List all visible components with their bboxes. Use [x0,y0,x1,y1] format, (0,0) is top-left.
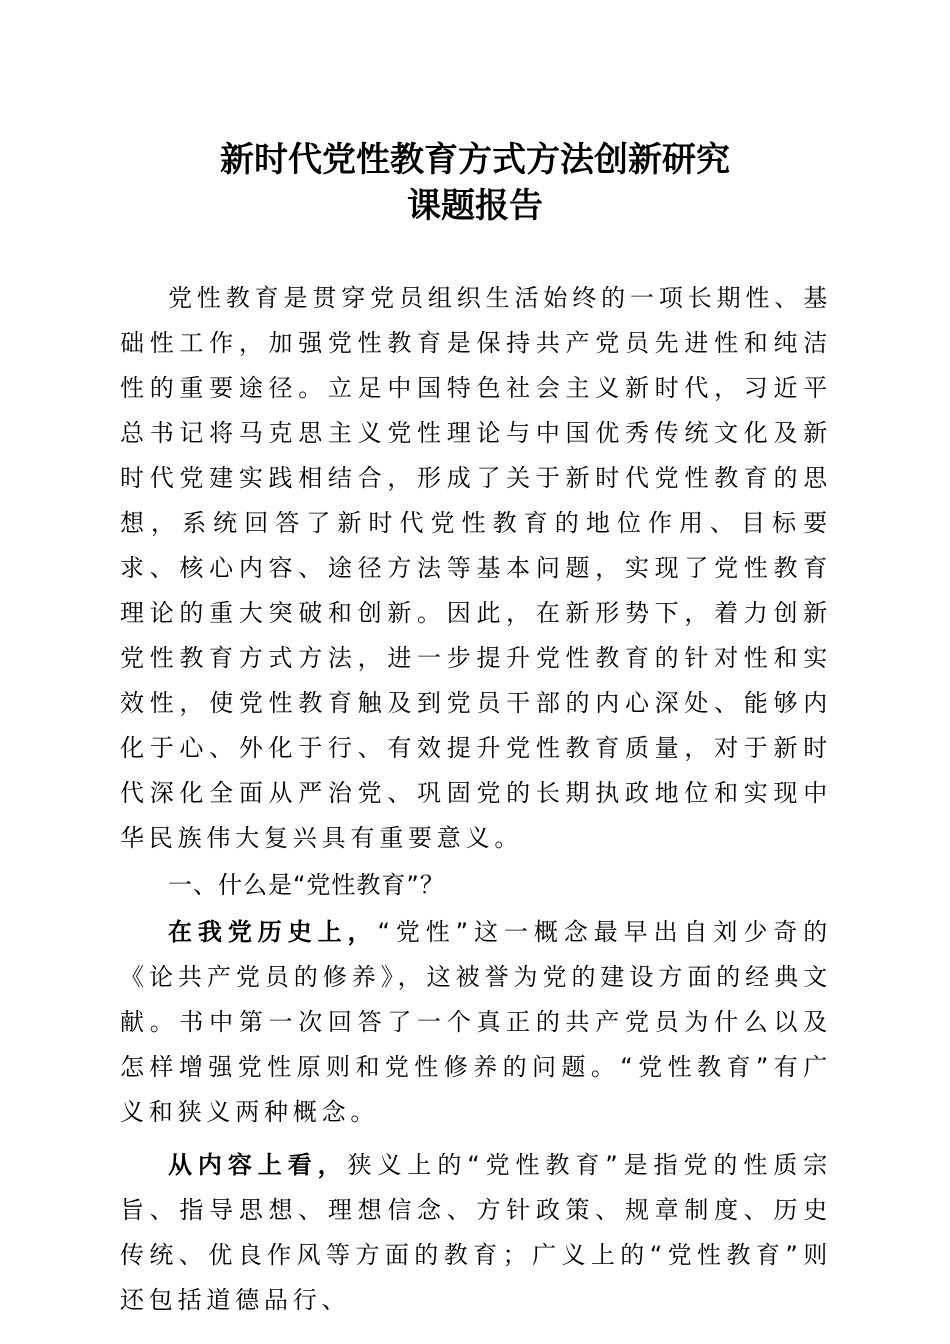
section-heading: 一、什么是“党性教育”？ [168,871,445,899]
history-paragraph-lead: 在我党历史上， [168,918,378,946]
document-title-line1: 新时代党性教育方式方法创新研究 [220,140,730,180]
document-body [120,276,832,1323]
intro-paragraph: 党性教育是贯穿党员组织生活始终的一项长期性、基础性工作，加强党性教育是保持共产党员先进性和纯洁性的重要途径。立足中国特色社会主义新时代，习近平总书记将马克思主义党性理论与中国优秀传统文化及新时代党建实践相结合，形成了关于新时代党性教育的思想，系统回答了新时代党性教育的地位作用、目标要求、核心内容、途径方法等基本问题，实现了党性教育理论的重大突破和创新。因此，在新形势下，着力创新党性教育方式方法，进一步提升党性教育的针对性和实效性，使党性教育触及到党员干部的内心深处、能够内化于心、外化于行、有效提升党性教育质量，对于新时代深化全面从严治党、巩固党的长期执政地位和实现中华民族伟大复兴具有重要意义。 [120,284,832,852]
content-paragraph-text: 狭义上的“党性教育”是指党的性质宗旨、指导思想、理想信念、方针政策、规章制度、历史传统、优良作风等方面的教育；广义上的“党性教育”则还包括道德品行、 [120,1151,832,1314]
content-paragraph-lead: 从内容上看， [168,1151,348,1179]
history-paragraph-text: “党性”这一概念最早出自刘少奇的《论共产党员的修养》，这被誉为党的建设方面的经典文献。书中第一次回答了一个真正的共产党员为什么以及怎样增强党性原则和党性修养的问题。“党性教育”有广义和狭义两种概念。 [120,918,832,1126]
document-title-line2: 课题报告 [407,186,543,226]
content-paragraph [120,1143,832,1323]
history-paragraph [120,910,832,1135]
